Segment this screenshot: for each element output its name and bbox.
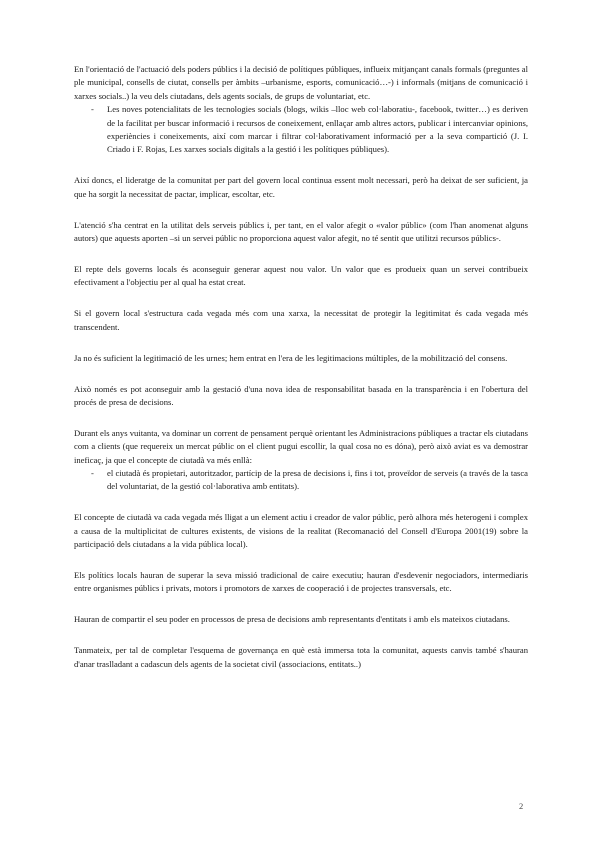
paragraph-3: Així doncs, el lideratge de la comunitat per part del govern local continua essent molt necessari, però ha deixat de ser suficient, ja que ha sorgit la necessitat de pactar, implicar, escoltar, etc. bbox=[74, 175, 528, 199]
bullet-list-2 bbox=[74, 467, 528, 494]
paragraph-14: Tanmateix, per tal de completar l'esquema de governança en què està immersa tota la comunitat, aquests canvis també s'hauran d'anar traslladant a cadascun dels agents de la societat civil (associacions, entitats..) bbox=[74, 645, 528, 669]
paragraph-11: El concepte de ciutadà va cada vegada més lligat a un element actiu i creador de valor públic, però alhora més heterogeni i complex a causa de la multiplicitat de cultures existents, de visions de la realitat (Recomanació del Consell d'Europa 2001(19) sobre la participació dels ciutadans a la vida pública local). bbox=[74, 512, 528, 550]
bullet-item-2: - el ciutadà és propietari, autoritzador, partícip de la presa de decisions i, fins i tot, proveïdor de serveis (a través de la tasca del voluntariat, de la gestió col·laborativa amb entitats). bbox=[74, 467, 528, 494]
bullet-list-1 bbox=[74, 103, 528, 157]
paragraph-6: Si el govern local s'estructura cada vegada més com una xarxa, la necessitat de protegir la legitimitat és cada vegada més transcendent. bbox=[74, 308, 528, 332]
bullet-item-1: - Les noves potencialitats de les tecnologies socials (blogs, wikis –lloc web col·laboratiu-, facebook, twitter…) es deriven de la facilitat per buscar informació i recursos de coneixement, enllaçar amb altres actors, publicar i intercanviar opinions, experiències i coneixements, així com marcar i filtrar col·laborativament informació per a la seva compartició (J. I. Criado i F. Rojas, Les xarxes socials digitals a la gestió i les polítiques públiques). bbox=[74, 103, 528, 157]
paragraph-5: El repte dels governs locals és aconseguir generar aquest nou valor. Un valor que es produeix quan un servei contribueix efectivament a l'objectiu per al qual ha estat creat. bbox=[74, 263, 528, 288]
paragraph-9: Durant els anys vuitanta, va dominar un corrent de pensament perquè orientant les Administracions públiques a tractar els ciutadans com a clients (que requereix un mercat públic on el client pugui escollir, la qual cosa no es dóna), però això aviat es va demostrar ineficaç, ja que el concepte de ciutadà va més enllà: bbox=[74, 427, 528, 465]
paragraph-13: Hauran de compartir el seu poder en processos de presa de decisions amb representants d'entitats i amb els mateixos ciutadans. bbox=[74, 614, 510, 625]
page-number: 2 bbox=[519, 801, 524, 811]
paragraph-8: Això només es pot aconseguir amb la gestació d'una nova idea de responsabilitat basada en la transparència i en l'obertura del procés de presa de decisions. bbox=[74, 383, 528, 407]
paragraph-12: Els polítics locals hauran de superar la seva missió tradicional de caire executiu; hauran d'esdevenir negociadors, intermediaris entre organismes públics i privats, motors i promotors de xarxes de cooperació i de projectes transversals, etc. bbox=[74, 570, 528, 594]
paragraph-4: L'atenció s'ha centrat en la utilitat dels serveis públics i, per tant, en el valor afegit o «valor públic» (com l'han anomenat alguns autors) que aquests aporten –si un servei públic no proporciona aquest valor afegit, no té sentit que utilitzi recursos públics-. bbox=[74, 219, 528, 244]
paragraph-1: En l'orientació de l'actuació dels poders públics i la decisió de polítiques públiques, influeix mitjançant canals formals (preguntes al ple municipal, consells de ciutat, consells per àmbits –urbanisme, esports, comunicació…-) i informals (mitjans de comunicació i xarxes socials..) la veu dels ciutadans, dels agents socials, de grups de voluntariat, etc. bbox=[74, 64, 528, 101]
paragraph-7: Ja no és suficient la legitimació de les urnes; hem entrat en l'era de les legitimacions múltiples, de la mobilització del consens. bbox=[74, 352, 508, 363]
document-body bbox=[74, 63, 528, 689]
